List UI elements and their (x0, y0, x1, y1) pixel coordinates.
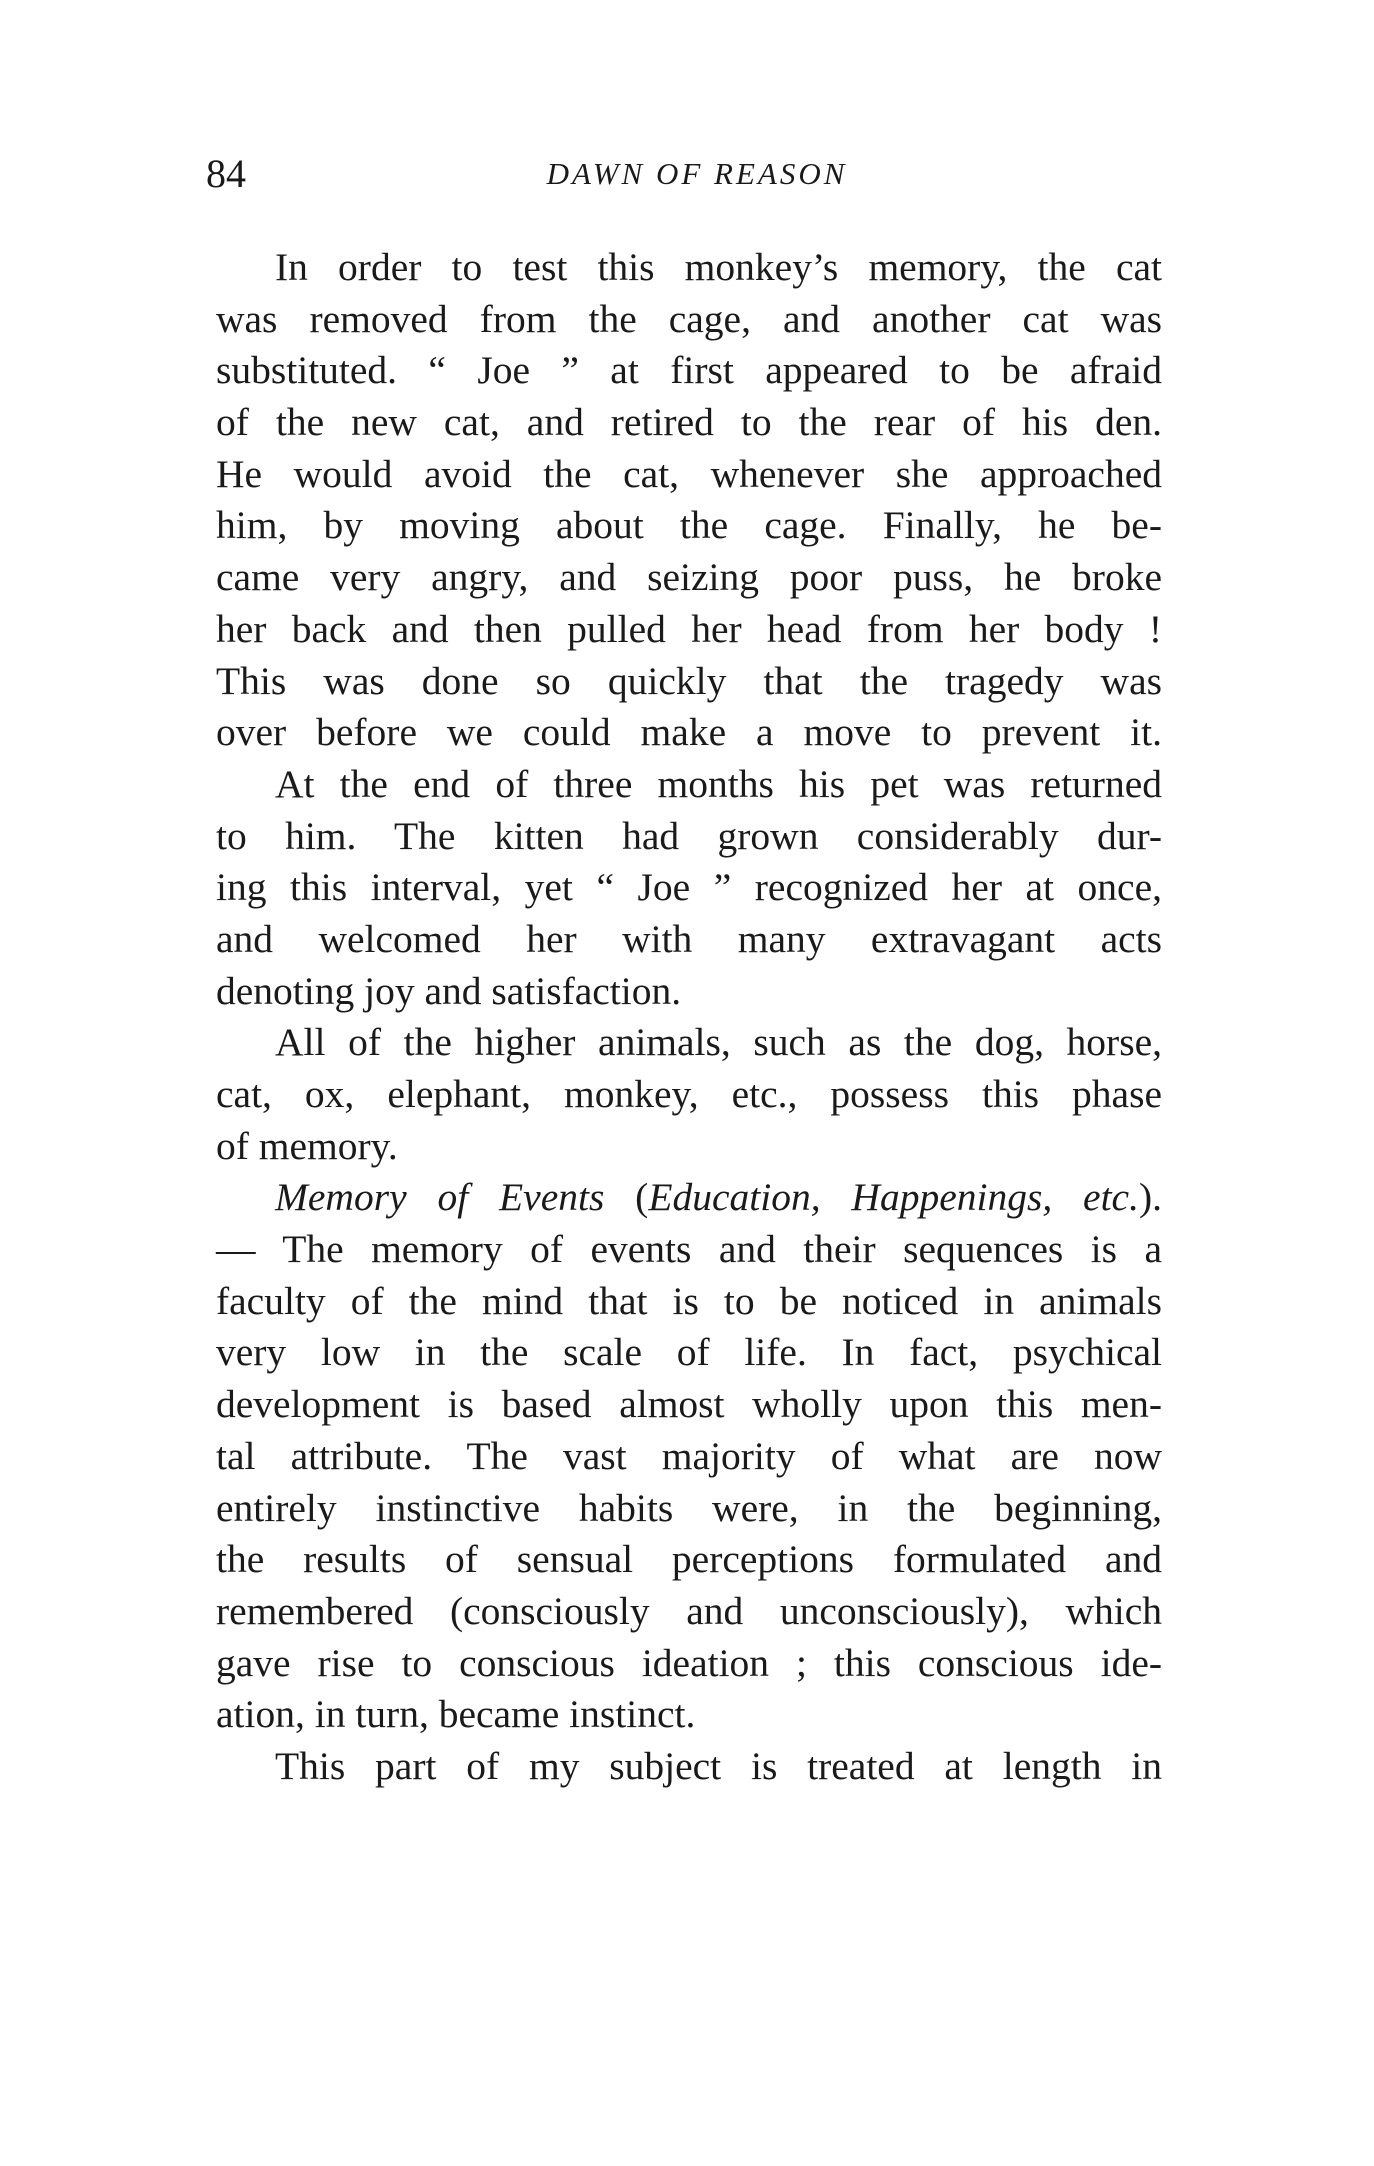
text-line: the results of sensual perceptions formulated and (216, 1537, 1162, 1582)
text-line: — The memory of events and their sequences is a (216, 1227, 1162, 1272)
text-line: In order to test this monkey’s memory, the cat (275, 245, 1162, 289)
text-line: denoting joy and satisfaction. (216, 968, 682, 1013)
heading-paren: ). (1138, 1175, 1162, 1220)
paragraph (216, 1017, 1162, 1172)
text-line: This part of my subject is treated at length in (275, 1743, 1162, 1788)
text-line: He would avoid the cat, whenever she approached (216, 451, 1162, 496)
paragraph (216, 242, 1162, 759)
text-line: and welcomed her with many extravagant acts (216, 916, 1162, 961)
text-line: faculty of the mind that is to be noticed in animals (216, 1278, 1162, 1323)
text-line: him, by moving about the cage. Finally, he be- (216, 503, 1162, 548)
text-line: came very angry, and seizing poor puss, he broke (216, 555, 1162, 600)
running-title: DAWN OF REASON (546, 156, 848, 191)
text-line: gave rise to conscious ideation ; this conscious ide- (216, 1640, 1162, 1685)
text-line: At the end of three months his pet was returned (275, 761, 1162, 806)
text-line: of the new cat, and retired to the rear of his den. (216, 400, 1162, 445)
text-line: was removed from the cage, and another cat was (216, 296, 1162, 341)
text-line: cat, ox, elephant, monkey, etc., possess this phase (216, 1072, 1162, 1116)
heading-italic: Education, Happenings, etc. (648, 1175, 1139, 1220)
text-line: substituted. “ Joe ” at first appeared to be afraid (216, 348, 1162, 393)
paragraph (216, 1741, 1162, 1793)
paragraph (216, 759, 1162, 1017)
text-line: development is based almost wholly upon this men- (216, 1382, 1162, 1427)
text-line: to him. The kitten had grown considerably dur- (216, 813, 1162, 858)
paragraph (216, 1172, 1162, 1741)
text-line: This was done so quickly that the tragedy was (216, 658, 1162, 703)
text-line: tal attribute. The vast majority of what are now (216, 1433, 1162, 1478)
page-number: 84 (206, 151, 246, 196)
section-heading-line (216, 1172, 1162, 1224)
text-line: very low in the scale of life. In fact, psychical (216, 1330, 1162, 1375)
body-text (216, 242, 1162, 1793)
text-line: entirely instinctive habits were, in the beginning, (216, 1485, 1162, 1530)
text-line: of memory. (216, 1123, 398, 1168)
text-line: All of the higher animals, such as the dog, horse, (275, 1020, 1162, 1065)
text-line: ing this interval, yet “ Joe ” recognized her at once, (216, 865, 1162, 910)
text-line: her back and then pulled her head from her body ! (216, 606, 1162, 651)
text-line: remembered (consciously and unconsciously), which (216, 1588, 1162, 1633)
heading-paren: ( (604, 1175, 649, 1220)
text-line: ation, in turn, became instinct. (216, 1692, 696, 1737)
heading-italic: Memory of Events (275, 1175, 605, 1220)
text-line: over before we could make a move to prevent it. (216, 710, 1162, 755)
